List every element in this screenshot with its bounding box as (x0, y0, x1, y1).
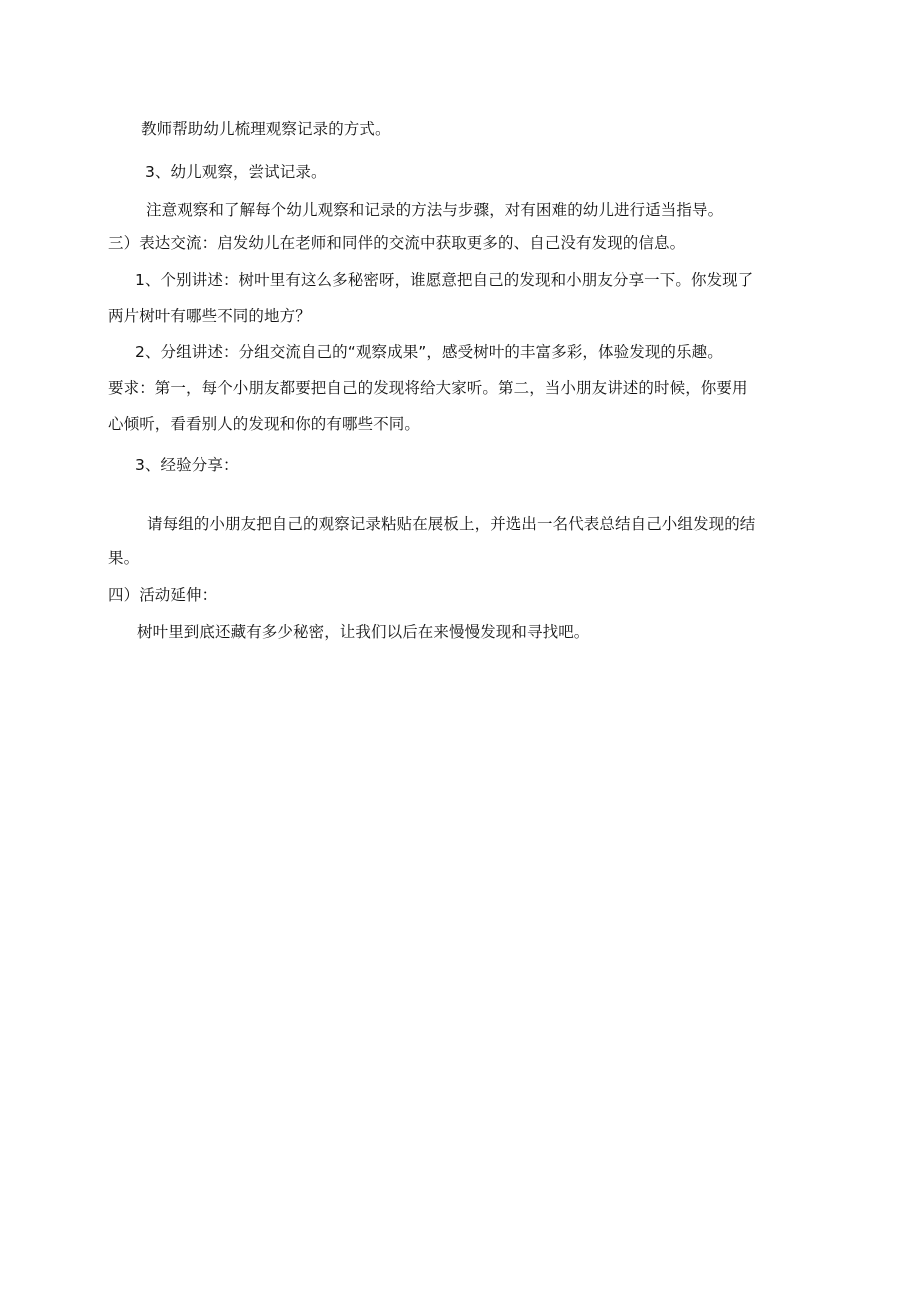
text-line: 2、分组讲述：分组交流自己的“观察成果”，感受树叶的丰富多彩，体验发现的乐趣。 (135, 343, 723, 361)
text-line: 两片树叶有哪些不同的地方？ (108, 307, 311, 325)
text-line: 3、幼儿观察，尝试记录。 (145, 163, 327, 181)
text-line: 心倾听，看看别人的发现和你的有哪些不同。 (108, 415, 421, 433)
text-line: 请每组的小朋友把自己的观察记录粘贴在展板上，并选出一名代表总结自己小组发现的结 (147, 515, 756, 533)
text-line: 1、个别讲述：树叶里有这么多秘密呀，谁愿意把自己的发现和小朋友分享一下。你发现了 (135, 271, 754, 289)
section-heading: 三）表达交流：启发幼儿在老师和同伴的交流中获取更多的、自己没有发现的信息。 (108, 234, 686, 252)
text-line: 树叶里到底还藏有多少秘密，让我们以后在来慢慢发现和寻找吧。 (137, 623, 590, 641)
text-line: 果。 (108, 549, 140, 567)
section-heading: 四）活动延伸： (108, 586, 218, 604)
text-line: 注意观察和了解每个幼儿观察和记录的方法与步骤，对有困难的幼儿进行适当指导。 (146, 201, 724, 219)
text-line: 教师帮助幼儿梳理观察记录的方式。 (141, 120, 391, 138)
text-line: 3、经验分享： (135, 456, 239, 474)
text-line: 要求：第一，每个小朋友都要把自己的发现将给大家听。第二，当小朋友讲述的时候，你要用 (108, 379, 748, 397)
